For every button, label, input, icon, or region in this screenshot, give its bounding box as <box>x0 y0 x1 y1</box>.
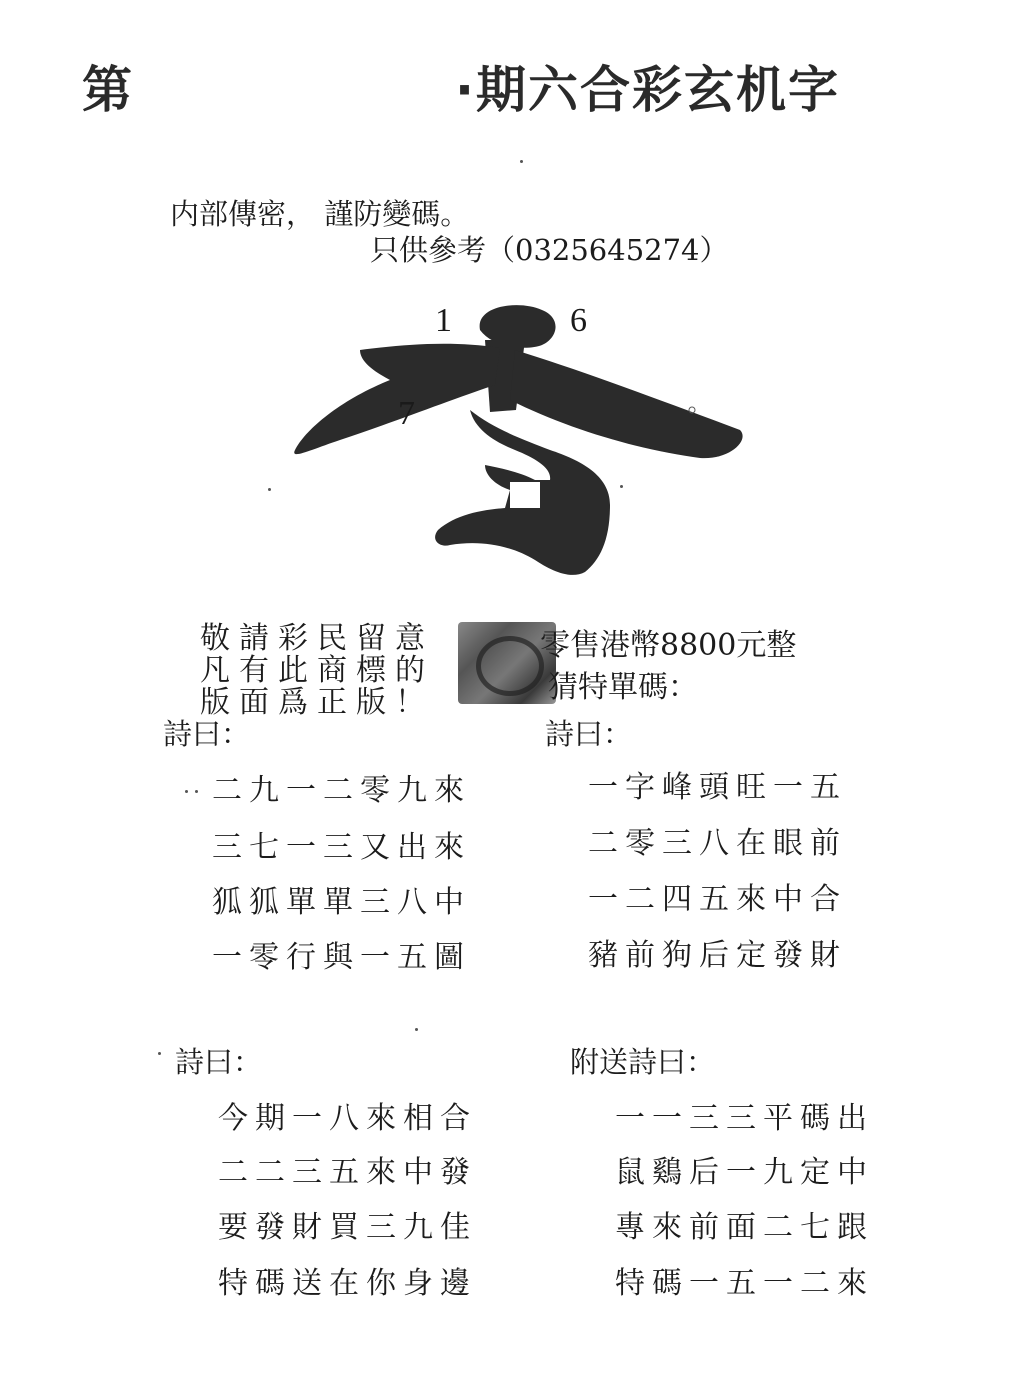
poem-2-line-1: 一字峰頭旺一五 <box>588 770 847 805</box>
poem-3-line-3: 要發財買三九佳 <box>218 1210 477 1245</box>
poem-4-line-2: 鼠鷄后一九定中 <box>615 1155 874 1190</box>
poem-3-line-1: 今期一八來相合 <box>218 1101 477 1136</box>
poem-1-line-4: 一零行與一五圖 <box>212 940 471 975</box>
poem-4-heading: 附送詩曰： <box>570 1045 716 1079</box>
trademark-note-line-2: 凡有此商標的 <box>200 653 434 688</box>
guess-special-label: 猜特單碼： <box>548 670 698 705</box>
scan-speck <box>195 790 198 793</box>
glyph-number-7: 7 <box>398 395 415 432</box>
trademark-emblem <box>476 636 544 696</box>
poem-4-line-1: 一一三三平碼出 <box>615 1101 874 1136</box>
mystery-glyph <box>280 290 760 590</box>
internal-notice: 内部傳密， 謹防變碼。 <box>170 197 470 231</box>
trademark-note-line-1: 敬請彩民留意 <box>200 621 434 656</box>
poem-1-heading: 詩曰： <box>163 717 251 751</box>
glyph-number-6: 6 <box>570 302 587 339</box>
poem-1-line-2: 三七一三又出來 <box>212 830 471 865</box>
poem-1-line-1: 二九一二零九來 <box>212 773 471 808</box>
poem-2-line-2: 二零三八在眼前 <box>588 826 847 861</box>
glyph-right-wing <box>510 350 743 458</box>
scan-speck <box>158 1052 161 1055</box>
trademark-note-line-3: 版面爲正版！ <box>200 685 434 720</box>
poem-1-line-3: 狐狐單單三八中 <box>212 885 471 920</box>
scan-speck <box>520 160 523 163</box>
poem-4-line-4: 特碼一五一二來 <box>615 1266 874 1301</box>
poem-2-line-3: 一二四五來中合 <box>588 882 847 917</box>
poem-3-line-4: 特碼送在你身邊 <box>218 1266 477 1301</box>
poem-3-line-2: 二二三五來中發 <box>218 1155 477 1190</box>
scan-speck <box>415 1028 418 1031</box>
poem-2-heading: 詩曰： <box>545 717 633 751</box>
retail-price: 零售港幣8800元整 <box>540 628 797 663</box>
poem-4-line-3: 專來前面二七跟 <box>615 1210 874 1245</box>
issue-prefix: 第 <box>82 61 134 119</box>
glyph-inner-gap <box>510 482 540 508</box>
glyph-number-1: 1 <box>435 302 452 339</box>
scan-speck <box>185 790 188 793</box>
poem-3-heading: 詩曰： <box>175 1045 263 1079</box>
page-title: ·期六合彩玄机字 <box>455 61 840 119</box>
poem-2-line-4: 豬前狗后定發財 <box>588 938 847 973</box>
reference-phone: 只供參考（0325645274） <box>370 233 729 267</box>
scan-speck <box>620 485 623 488</box>
scan-speck <box>268 488 271 491</box>
